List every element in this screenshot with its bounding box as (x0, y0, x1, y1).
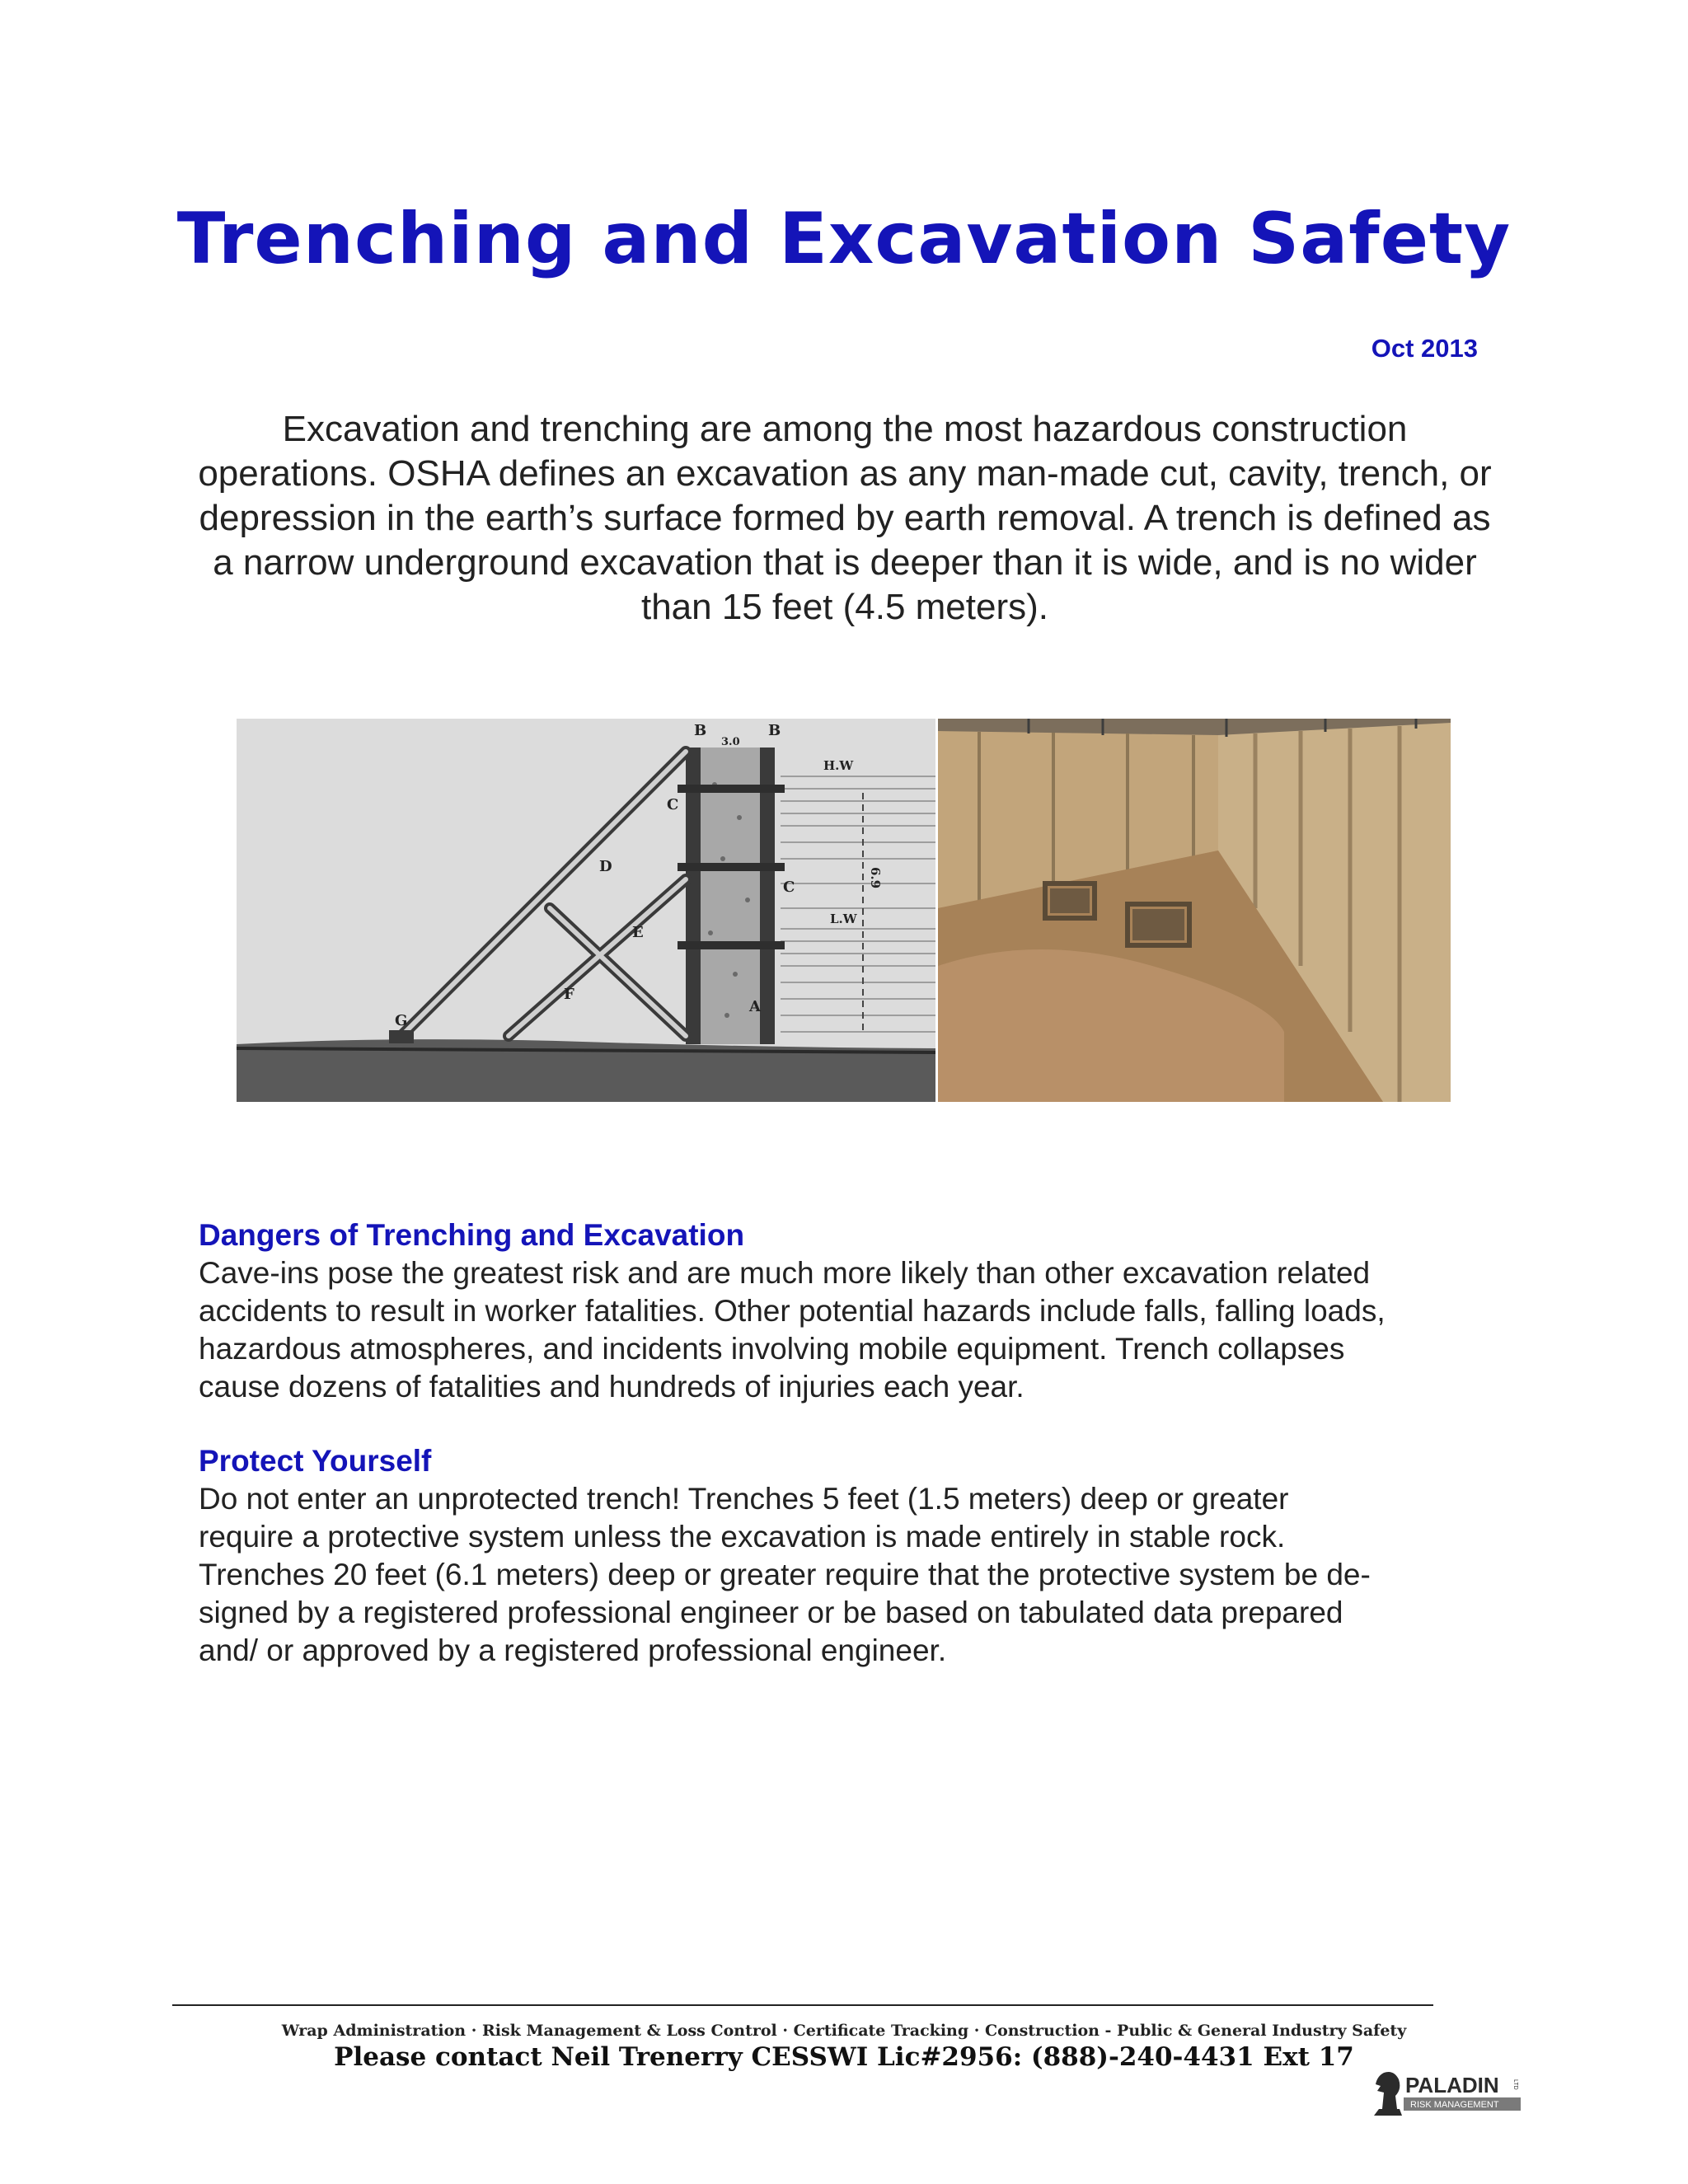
section-title-dangers: Dangers of Trenching and Excavation (199, 1218, 745, 1252)
section-line: accidents to result in worker fatalities. Other potential hazards include falls, falling loads, (199, 1294, 1386, 1328)
diagram-label-high-water: H.W (823, 758, 854, 773)
paladin-logo (1364, 2064, 1525, 2122)
footer-contact: Please contact Neil Trenerry CESSWI Lic#2956: (888)-240-4431 Ext 17 (334, 2042, 1354, 2072)
section-line: Cave-ins pose the greatest risk and are much more likely than other excavation related (199, 1256, 1371, 1290)
section-line: and/ or approved by a registered professional engineer. (199, 1633, 947, 1667)
excavation-photo-illustration (938, 719, 1451, 1102)
diagram-label-d: D (599, 858, 612, 875)
section-body-protect (199, 1480, 1484, 1670)
section-body-dangers (199, 1254, 1484, 1406)
section-line: cause dozens of fatalities and hundreds of injuries each year. (199, 1370, 1025, 1404)
diagram-label-f: F (564, 986, 574, 1003)
diagram-label-e: E (632, 924, 644, 941)
publication-date: Oct 2013 (1371, 334, 1478, 363)
logo-mark: LTD (1512, 2079, 1518, 2090)
section-line: Trenches 20 feet (6.1 meters) deep or greater require that the protective system be de- (199, 1558, 1371, 1591)
footer-divider (172, 2004, 1433, 2006)
page-title: Trenching and Excavation Safety (176, 198, 1512, 280)
diagram-label-a: A (749, 998, 761, 1015)
diagram-top-dimension: 3.0 (721, 736, 740, 748)
footer-services: Wrap Administration · Risk Management & Loss Control · Certificate Tracking · Construction - Public & General Industry Safety (281, 2022, 1407, 2040)
intro-paragraph: Excavation and trenching are among the most hazardous construction operations. OSHA defines an excavation as any man-made cut, cavity, trench, or depression in the earth’s surface formed by earth removal. A trench is defined as a narrow underground excavation that is deeper than it is wide, and is no wider than 15 feet (4.5 meters). (198, 409, 1492, 627)
bracing-diagram (237, 719, 935, 1102)
section-line: Do not enter an unprotected trench! Trenches 5 feet (1.5 meters) deep or greater (199, 1482, 1289, 1516)
diagram-label-b-left: B (694, 722, 707, 739)
diagram-label-b-right: B (768, 722, 781, 739)
diagram-depth-dimension: 6.9 (868, 867, 883, 889)
diagram-label-c-left: C (667, 796, 679, 813)
paladin-logo-mark (1364, 2064, 1525, 2122)
section-title-protect: Protect Yourself (199, 1444, 432, 1478)
logo-subtitle: RISK MANAGEMENT (1410, 2100, 1499, 2110)
diagram-label-c-right: C (783, 879, 795, 896)
diagram-label-low-water: L.W (830, 912, 857, 926)
section-line: require a protective system unless the excavation is made entirely in stable rock. (199, 1520, 1286, 1554)
bracing-diagram-figure (237, 719, 935, 1102)
knight-icon (1374, 2072, 1402, 2116)
shored-excavation-photo (938, 719, 1451, 1102)
logo-name: PALADIN (1405, 2073, 1499, 2097)
section-line: hazardous atmospheres, and incidents involving mobile equipment. Trench collapses (199, 1332, 1345, 1366)
diagram-label-g: G (395, 1012, 408, 1029)
section-line: signed by a registered professional engineer or be based on tabulated data prepared (199, 1596, 1343, 1629)
